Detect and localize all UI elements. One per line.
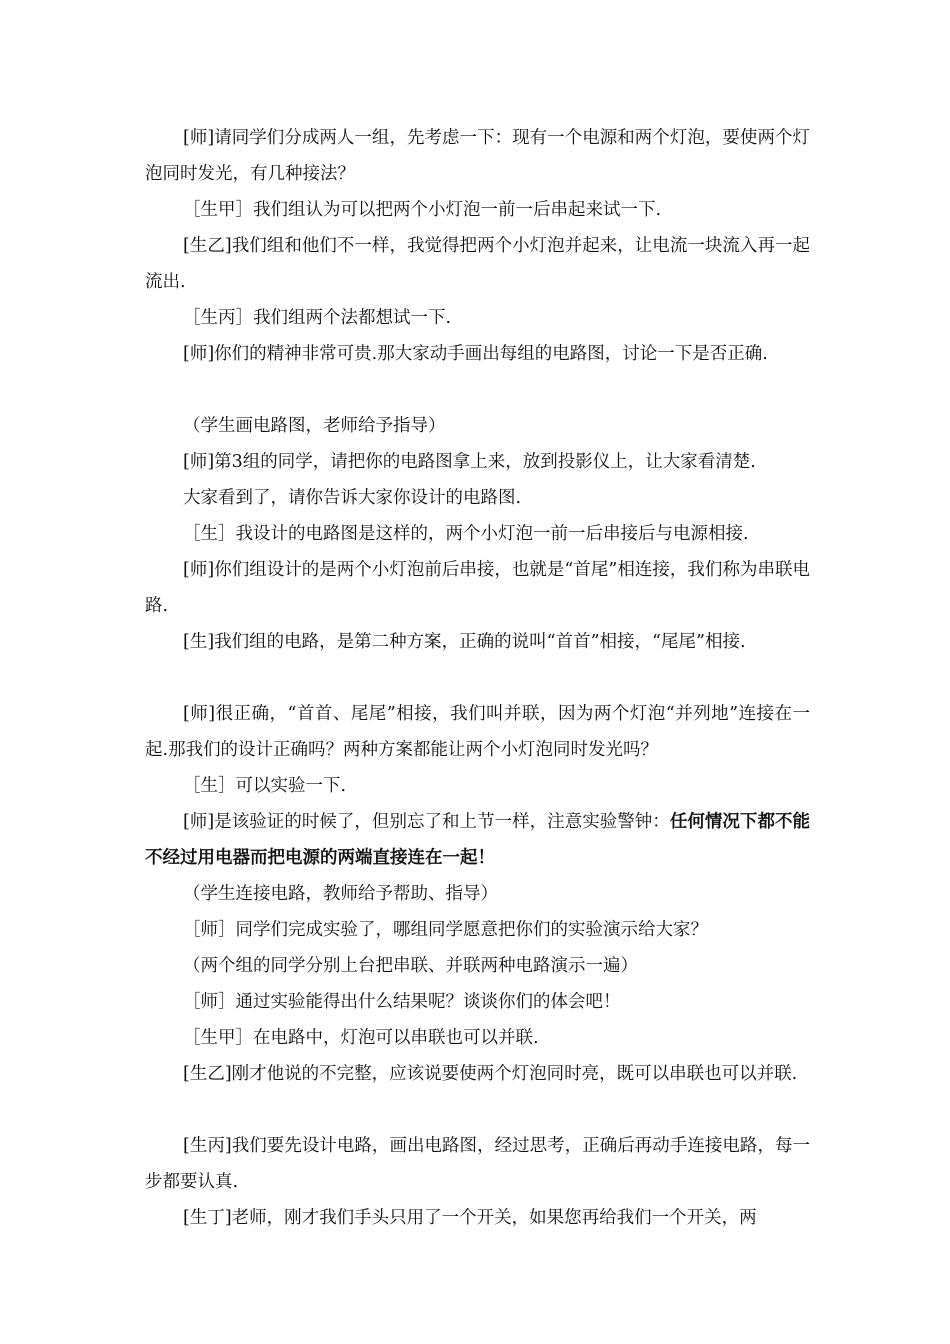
paragraph-20: [生丙]我们要先设计电路，画出电路图，经过思考，正确后再动手连接电路，每一步都要认真. bbox=[145, 1136, 810, 1192]
warning-normal-text: [师]是该验证的时候了，但别忘了和上节一样，注意实验警钟： bbox=[183, 812, 670, 832]
paragraph-7: [师]第3组的同学，请把你的电路图拿上来，放到投影仪上，让大家看清楚. bbox=[183, 452, 756, 472]
paragraph-14: （学生连接电路，教师给予帮助、指导） bbox=[183, 884, 498, 904]
paragraph-3: [生乙]我们组和他们不一样，我觉得把两个小灯泡并起来，让电流一块流入再一起流出. bbox=[145, 236, 810, 292]
paragraph-21: [生丁]老师，刚才我们手头只用了一个开关，如果您再给我们一个开关，两 bbox=[183, 1208, 757, 1228]
paragraph-2: ［生甲］我们组认为可以把两个小灯泡一前一后串起来试一下. bbox=[183, 200, 662, 220]
paragraph-1: [师]请同学们分成两人一组，先考虑一下：现有一个电源和两个灯泡，要使两个灯泡同时发光，有几种接法？ bbox=[145, 128, 810, 184]
paragraph-warning bbox=[145, 804, 810, 876]
paragraph-12: [师]很正确，“首首、尾尾”相接，我们叫并联，因为两个灯泡“并列地”连接在一起.那我们的设计正确吗？两种方案都能让两个小灯泡同时发光吗？ bbox=[145, 704, 810, 760]
paragraph-10: [师]你们组设计的是两个小灯泡前后串接，也就是“首尾”相连接，我们称为串联电路. bbox=[145, 560, 810, 616]
paragraph-17: ［师］通过实验能得出什么结果呢？谈谈你们的体会吧！ bbox=[183, 992, 621, 1012]
paragraph-11: [生]我们组的电路，是第二种方案，正确的说叫“首首”相接，“尾尾”相接. bbox=[183, 632, 746, 652]
paragraph-4: ［生丙］我们组两个法都想试一下. bbox=[183, 308, 452, 328]
paragraph-18: ［生甲］在电路中，灯泡可以串联也可以并联. bbox=[183, 1028, 539, 1048]
paragraph-16: （两个组的同学分别上台把串联、并联两种电路演示一遍） bbox=[183, 956, 638, 976]
paragraph-19: [生乙]刚才他说的不完整，应该说要使两个灯泡同时亮，既可以串联也可以并联. bbox=[183, 1064, 798, 1084]
paragraph-13: ［生］可以实验一下. bbox=[183, 776, 347, 796]
paragraph-6: （学生画电路图，老师给予指导） bbox=[183, 416, 446, 436]
warning-bold-text: 任何情况下都不能不经过用电器而把电源的两端直接连在一起！ bbox=[145, 812, 811, 868]
paragraph-9: ［生］我设计的电路图是这样的，两个小灯泡一前一后串接后与电源相接. bbox=[183, 524, 749, 544]
paragraph-15: ［师］同学们完成实验了，哪组同学愿意把你们的实验演示给大家？ bbox=[183, 920, 708, 940]
paragraph-8: 大家看到了，请你告诉大家你设计的电路图. bbox=[183, 488, 522, 508]
paragraph-5: [师]你们的精神非常可贵.那大家动手画出每组的电路图，讨论一下是否正确. bbox=[183, 344, 768, 364]
